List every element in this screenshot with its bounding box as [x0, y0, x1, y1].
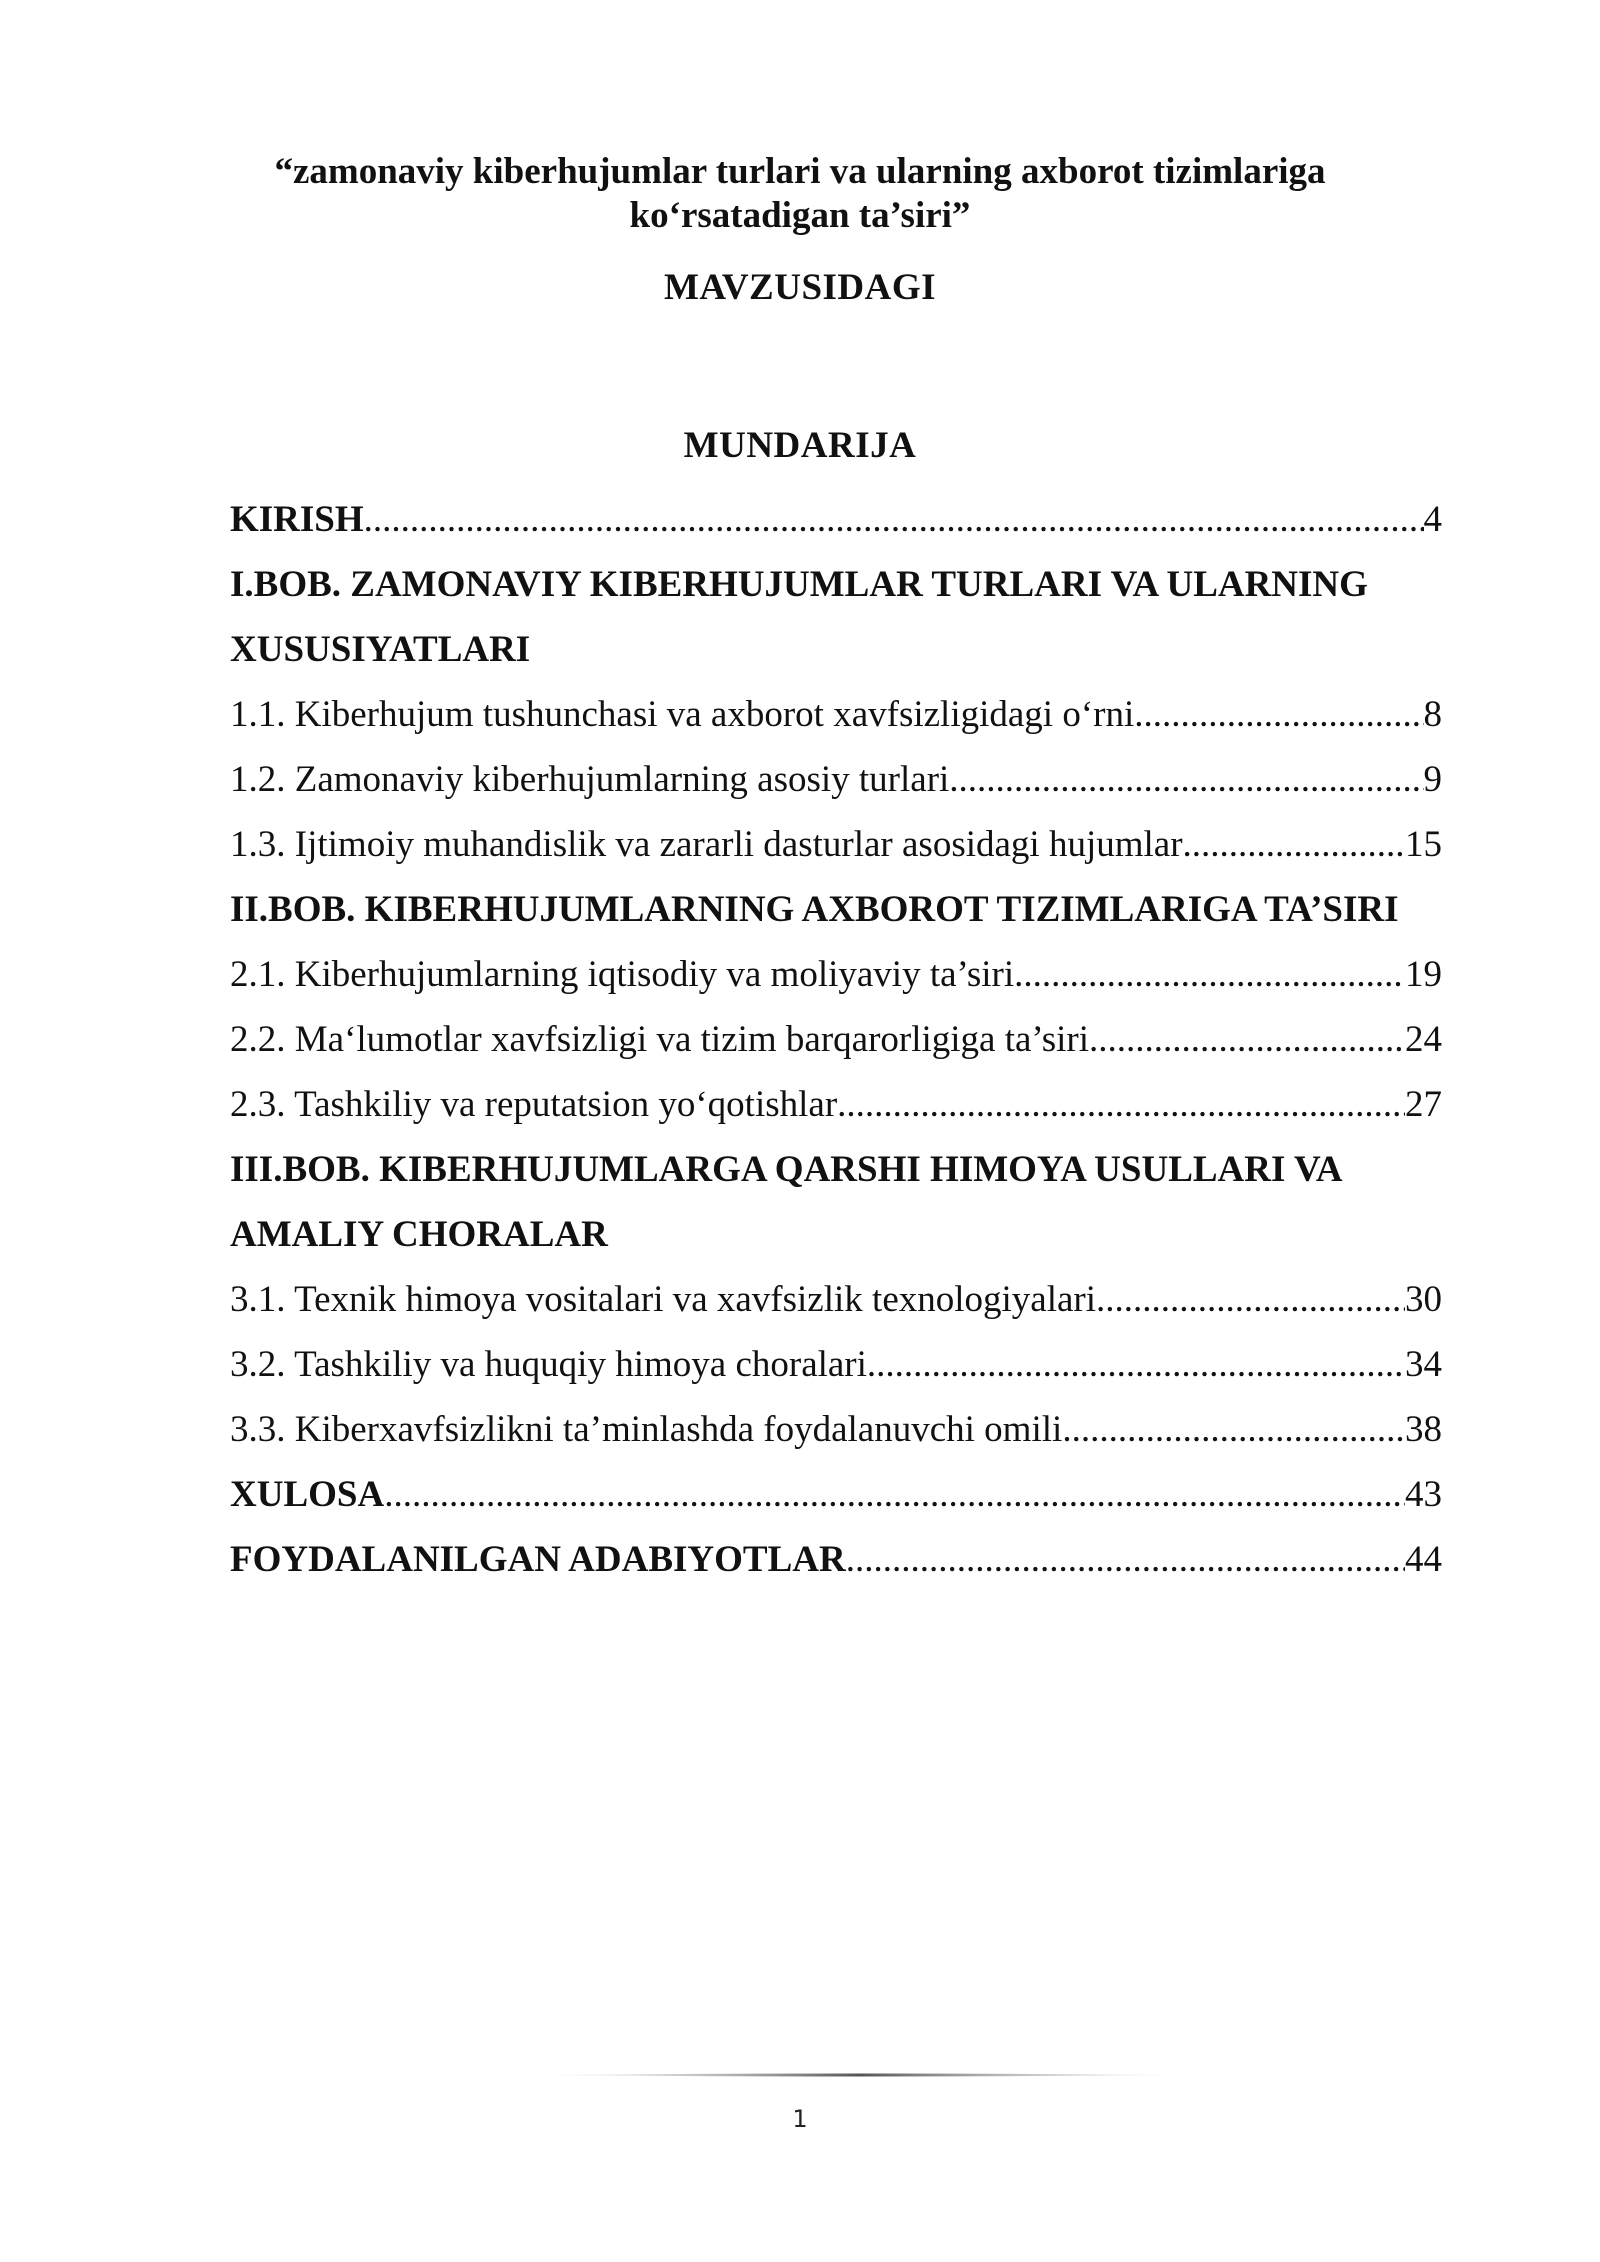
toc-entry[interactable] [230, 942, 1442, 1007]
toc-leader-dots [1062, 1397, 1405, 1462]
toc-leader-dots [949, 747, 1423, 812]
document-title: “zamonaviy kiberhujumlar turlari va ularning axborot tizimlariga ko‘rsatadigan ta’siri” [274, 151, 1326, 236]
toc-entry[interactable] [230, 1072, 1442, 1137]
toc-chapter-label: I.BOB. ZAMONAVIY KIBERHUJUMLAR TURLARI VA ULARNING XUSUSIYATLARI [230, 564, 1368, 670]
toc-entry[interactable] [230, 812, 1442, 877]
footer-divider [530, 2072, 1190, 2078]
toc-entry-label: 1.3. Ijtimoiy muhandislik va zararli dasturlar asosidagi hujumlar [230, 824, 1183, 865]
toc-leader-dots [1096, 1267, 1405, 1332]
toc-chapter-label: II.BOB. KIBERHUJUMLARNING AXBOROT TIZIMLARIGA TA’SIRI [230, 889, 1399, 930]
toc-entry[interactable] [230, 1267, 1442, 1332]
toc-entry-label: 1.2. Zamonaviy kiberhujumlarning asosiy turlari [230, 759, 950, 800]
toc-leader-dots [1014, 942, 1405, 1007]
toc-entry[interactable] [230, 1397, 1442, 1462]
toc-entry[interactable] [230, 1007, 1442, 1072]
toc-entry-label: 3.3. Kiberxavfsizlikni ta’minlashda foydalanuvchi omili [230, 1409, 1063, 1450]
toc-leader-dots [364, 487, 1424, 552]
page-number: 1 [792, 2105, 808, 2133]
toc-heading: MUNDARIJA [683, 425, 917, 466]
toc-leader-dots [1089, 1007, 1405, 1072]
toc-entry-label: 3.2. Tashkiliy va huquqiy himoya choralari [230, 1344, 867, 1385]
toc-leader-dots [1134, 682, 1423, 747]
toc-leader-dots [384, 1462, 1405, 1527]
toc-entry-page: 38 [1405, 1409, 1442, 1450]
toc-entry-label: KIRISH [230, 499, 364, 540]
toc-leader-dots [1183, 812, 1405, 877]
toc-entry-page: 9 [1423, 759, 1442, 800]
toc-entry[interactable] [230, 747, 1442, 812]
toc-chapter-label: III.BOB. KIBERHUJUMLARGA QARSHI HIMOYA USULLARI VA AMALIY CHORALAR [230, 1149, 1341, 1255]
toc-entry-label: XULOSA [230, 1474, 385, 1515]
toc-entry-page: 30 [1405, 1279, 1442, 1320]
toc-entry-page: 15 [1405, 824, 1442, 865]
toc-entry-label: 3.1. Texnik himoya vositalari va xavfsizlik texnologiyalari [230, 1279, 1097, 1320]
document-subtitle: MAVZUSIDAGI [663, 267, 937, 308]
toc-entry[interactable] [230, 487, 1442, 552]
toc-entry-label: 2.1. Kiberhujumlarning iqtisodiy va moliyaviy ta’siri [230, 954, 1015, 995]
toc-entry-label: 2.2. Ma‘lumotlar xavfsizligi va tizim barqarorligiga ta’siri [230, 1019, 1089, 1060]
table-of-contents [230, 487, 1442, 1592]
toc-leader-dots [867, 1332, 1405, 1397]
toc-entry-page: 24 [1405, 1019, 1442, 1060]
toc-chapter[interactable] [230, 552, 1442, 682]
toc-entry-label: 1.1. Kiberhujum tushunchasi va axborot xavfsizligidagi o‘rni [230, 694, 1135, 735]
toc-leader-dots [846, 1527, 1405, 1592]
toc-entry[interactable] [230, 1527, 1442, 1592]
toc-entry-page: 27 [1405, 1084, 1442, 1125]
toc-entry[interactable] [230, 1332, 1442, 1397]
toc-entry-label: FOYDALANILGAN ADABIYOTLAR [230, 1539, 846, 1580]
toc-entry-page: 34 [1405, 1344, 1442, 1385]
toc-entry[interactable] [230, 1462, 1442, 1527]
toc-entry-page: 44 [1405, 1539, 1442, 1580]
toc-entry-page: 19 [1405, 954, 1442, 995]
toc-chapter[interactable] [230, 1137, 1442, 1267]
toc-leader-dots [837, 1072, 1405, 1137]
toc-entry-page: 8 [1423, 694, 1442, 735]
toc-entry-page: 43 [1405, 1474, 1442, 1515]
toc-entry[interactable] [230, 682, 1442, 747]
toc-chapter[interactable] [230, 877, 1442, 942]
toc-entry-label: 2.3. Tashkiliy va reputatsion yo‘qotishlar [230, 1084, 838, 1125]
toc-entry-page: 4 [1423, 499, 1442, 540]
